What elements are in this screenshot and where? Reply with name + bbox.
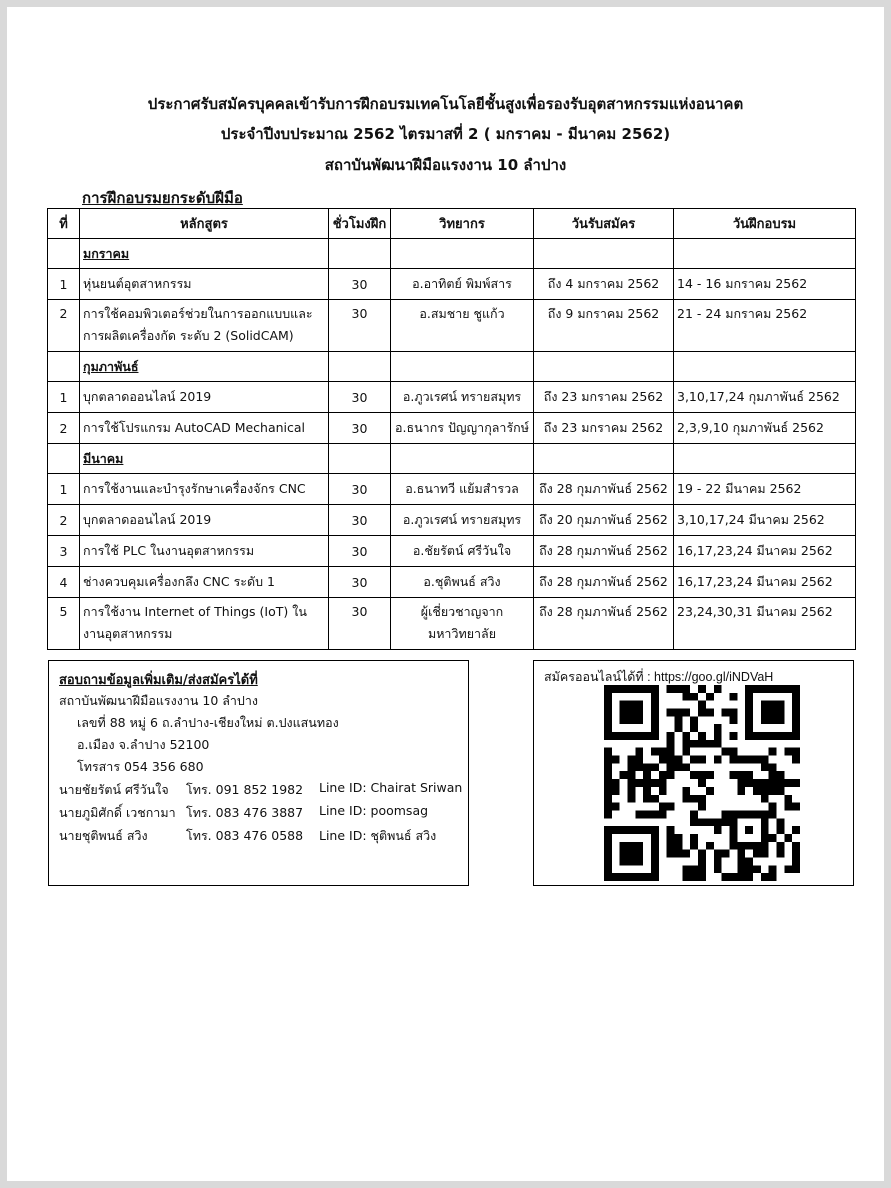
cell-hours: 30 — [329, 567, 391, 598]
col-header-course: หลักสูตร — [80, 209, 329, 239]
cell-train: 3,10,17,24 มีนาคม 2562 — [674, 505, 856, 536]
month-row-february — [48, 352, 856, 382]
cell-train: 3,10,17,24 กุมภาพันธ์ 2562 — [674, 382, 856, 413]
cell-course: การใช้ PLC ในงานอุตสาหกรรม — [80, 536, 329, 567]
header-line-3: สถาบันพัฒนาฝีมือแรงงาน 10 ลำปาง — [324, 156, 567, 174]
cell-train: 16,17,23,24 มีนาคม 2562 — [674, 567, 856, 598]
cell-course: บุกตลาดออนไลน์ 2019 — [80, 382, 329, 413]
cell-hours: 30 — [329, 505, 391, 536]
cell-trainer: อ.ชุติพนธ์ สวิง — [391, 567, 534, 598]
cell-train: 23,24,30,31 มีนาคม 2562 — [674, 598, 856, 650]
contact-person-name: นายชัยรัตน์ ศรีวันใจ — [59, 782, 169, 797]
cell-course: การใช้โปรแกรม AutoCAD Mechanical — [80, 413, 329, 444]
cell-trainer: อ.อาทิตย์ พิมพ์สาร — [391, 269, 534, 300]
table-row — [48, 269, 856, 300]
qr-box — [533, 660, 854, 886]
contact-person-line: Line ID: Chairat Sriwan — [319, 780, 463, 795]
cell-apply: ถึง 28 กุมภาพันธ์ 2562 — [534, 567, 674, 598]
cell-no: 2 — [48, 505, 80, 536]
month-row-january — [48, 239, 856, 269]
cell-trainer: อ.สมชาย ชูแก้ว — [391, 300, 534, 352]
contact-person-phone: โทร. 091 852 1982 — [186, 782, 304, 797]
month-name: กุมภาพันธ์ — [80, 352, 329, 382]
table-row — [48, 598, 856, 650]
month-row-march — [48, 444, 856, 474]
cell-apply: ถึง 28 กุมภาพันธ์ 2562 — [534, 536, 674, 567]
contact-person-phone: โทร. 083 476 0588 — [186, 828, 304, 843]
contact-person-line: Line ID: poomsag — [319, 803, 429, 818]
contact-address-1: เลขที่ 88 หมู่ 6 ถ.ลำปาง-เชียงใหม่ ต.ปงแสนทอง — [77, 715, 339, 730]
contact-person-phone: โทร. 083 476 3887 — [186, 805, 304, 820]
cell-trainer: อ.ธนาทวี แย้มสำรวล — [391, 474, 534, 505]
cell-apply: ถึง 9 มกราคม 2562 — [534, 300, 674, 352]
table-row — [48, 300, 856, 352]
contact-box — [48, 660, 469, 886]
cell-no: 4 — [48, 567, 80, 598]
schedule-table — [47, 208, 856, 650]
header-line-1: ประกาศรับสมัครบุคคลเข้ารับการฝึกอบรมเทคโนโลยีชั้นสูงเพื่อรองรับอุตสาหกรรมแห่งอนาคต — [147, 95, 744, 113]
contact-org: สถาบันพัฒนาฝีมือแรงงาน 10 ลำปาง — [59, 693, 258, 708]
cell-trainer: อ.ภูวเรศน์ ทรายสมุทร — [391, 382, 534, 413]
cell-course: การใช้คอมพิวเตอร์ช่วยในการออกแบบและการผลิตเครื่องกัด ระดับ 2 (SolidCAM) — [80, 300, 329, 352]
cell-trainer: อ.ภูวเรศน์ ทรายสมุทร — [391, 505, 534, 536]
cell-no: 2 — [48, 300, 80, 352]
cell-course: หุ่นยนต์อุตสาหกรรม — [80, 269, 329, 300]
cell-train: 2,3,9,10 กุมภาพันธ์ 2562 — [674, 413, 856, 444]
cell-hours: 30 — [329, 536, 391, 567]
contact-fax: โทรสาร 054 356 680 — [77, 759, 204, 774]
cell-apply: ถึง 20 กุมภาพันธ์ 2562 — [534, 505, 674, 536]
cell-no: 1 — [48, 474, 80, 505]
table-row — [48, 567, 856, 598]
month-name: มกราคม — [80, 239, 329, 269]
col-header-apply: วันรับสมัคร — [534, 209, 674, 239]
cell-train: 14 - 16 มกราคม 2562 — [674, 269, 856, 300]
cell-train: 16,17,23,24 มีนาคม 2562 — [674, 536, 856, 567]
cell-apply: ถึง 28 กุมภาพันธ์ 2562 — [534, 598, 674, 650]
cell-course: การใช้งานและบำรุงรักษาเครื่องจักร CNC — [80, 474, 329, 505]
table-row — [48, 536, 856, 567]
cell-train: 19 - 22 มีนาคม 2562 — [674, 474, 856, 505]
cell-no: 3 — [48, 536, 80, 567]
cell-trainer: อ.ธนากร ปัญญากุลารักษ์ — [391, 413, 534, 444]
col-header-no: ที่ — [48, 209, 80, 239]
cell-course: ช่างควบคุมเครื่องกลึง CNC ระดับ 1 — [80, 567, 329, 598]
contact-person-name: นายชุติพนธ์ สวิง — [59, 828, 148, 843]
table-header-row — [48, 209, 856, 239]
table-row — [48, 382, 856, 413]
cell-hours: 30 — [329, 269, 391, 300]
cell-apply: ถึง 23 มกราคม 2562 — [534, 413, 674, 444]
cell-no: 1 — [48, 269, 80, 300]
col-header-train: วันฝึกอบรม — [674, 209, 856, 239]
cell-hours: 30 — [329, 300, 391, 352]
cell-trainer: ผู้เชี่ยวชาญจาก มหาวิทยาลัย — [391, 598, 534, 650]
cell-apply: ถึง 23 มกราคม 2562 — [534, 382, 674, 413]
cell-apply: ถึง 4 มกราคม 2562 — [534, 269, 674, 300]
cell-course: การใช้งาน Internet of Things (IoT) ในงานอุตสาหกรรม — [80, 598, 329, 650]
table-row — [48, 505, 856, 536]
qr-label: สมัครออนไลน์ได้ที่ : https://goo.gl/iNDVaH — [544, 670, 774, 684]
cell-no: 1 — [48, 382, 80, 413]
header-line-2: ประจำปีงบประมาณ 2562 ไตรมาสที่ 2 ( มกราคม - มีนาคม 2562) — [220, 125, 671, 143]
contact-person-line: Line ID: ชุติพนธ์ สวิง — [319, 828, 437, 843]
cell-no: 5 — [48, 598, 80, 650]
cell-trainer: อ.ชัยรัตน์ ศรีวันใจ — [391, 536, 534, 567]
cell-hours: 30 — [329, 474, 391, 505]
cell-apply: ถึง 28 กุมภาพันธ์ 2562 — [534, 474, 674, 505]
cell-hours: 30 — [329, 382, 391, 413]
col-header-hours: ชั่วโมงฝึก — [329, 209, 391, 239]
col-header-trainer: วิทยากร — [391, 209, 534, 239]
section-title: การฝึกอบรมยกระดับฝีมือ — [82, 189, 243, 207]
contact-address-2: อ.เมือง จ.ลำปาง 52100 — [77, 737, 210, 752]
contact-person-name: นายภูมิศักดิ์ เวชกามา — [59, 805, 176, 820]
cell-hours: 30 — [329, 413, 391, 444]
table-row — [48, 474, 856, 505]
contact-heading: สอบถามข้อมูลเพิ่มเติม/ส่งสมัครได้ที่ — [59, 673, 258, 688]
cell-hours: 30 — [329, 598, 391, 650]
cell-train: 21 - 24 มกราคม 2562 — [674, 300, 856, 352]
qr-code-icon[interactable] — [604, 685, 800, 881]
month-name: มีนาคม — [80, 444, 329, 474]
table-row — [48, 413, 856, 444]
cell-course: บุกตลาดออนไลน์ 2019 — [80, 505, 329, 536]
cell-no: 2 — [48, 413, 80, 444]
